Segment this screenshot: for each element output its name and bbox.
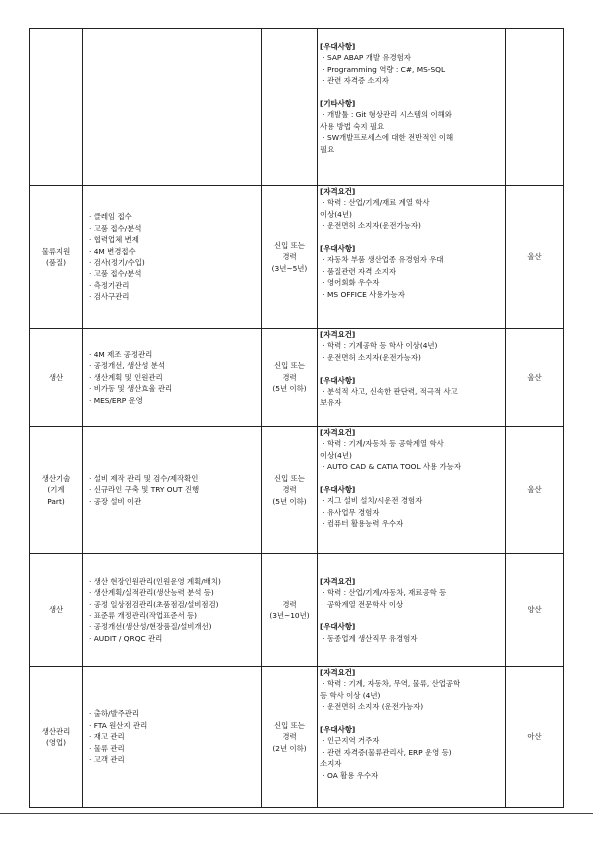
career-cell: 신입 또는 경력 (5년 이하) xyxy=(262,427,318,554)
requirement-line: [우대사항] xyxy=(320,725,356,735)
duty-item: · 신규라인 구축 및 TRY OUT 진행 xyxy=(89,485,200,495)
blank-line xyxy=(320,713,505,724)
duty-item: · MES/ERP 운영 xyxy=(89,395,143,405)
duty-item: · 고객 관리 xyxy=(89,755,125,765)
requirements-cell xyxy=(318,186,506,329)
duty-item: · 측정기관리 xyxy=(89,280,130,290)
requirement-line: · 컴퓨터 활용능력 우수자 xyxy=(320,519,404,529)
field-cell: 생산 xyxy=(30,329,83,427)
location-cell: 울산 xyxy=(506,329,564,427)
requirement-line: [우대사항] xyxy=(320,375,356,385)
requirement-line: [자격요건] xyxy=(320,668,356,677)
requirement-line: · 유사업무 경험자 xyxy=(320,507,380,517)
field-cell: 생산관리 (영업) xyxy=(30,667,83,808)
duty-item: · 공정개선, 생산성 분석 xyxy=(89,361,166,371)
requirement-line: · 동종업계 생산직무 유경험자 xyxy=(320,633,418,643)
requirement-line: [자격요건] xyxy=(320,428,356,437)
requirement-line: 이상(4년) xyxy=(320,450,352,460)
duty-item: · 검사구관리 xyxy=(89,292,130,302)
field-cell: 물류지원 (품질) xyxy=(30,186,83,329)
duty-item: · 생산계획 및 인원관리 xyxy=(89,372,163,382)
career-cell: 신입 또는 경력 (5년 이하) xyxy=(262,329,318,427)
requirement-line: · 학력 : 기계/자동차 등 공학계열 학사 xyxy=(320,439,444,449)
requirement-line: · 관련 자격증 소지자 xyxy=(320,76,389,86)
requirement-line: · MS OFFICE 사용가능자 xyxy=(320,289,405,299)
duty-item: · 공장 설비 이관 xyxy=(89,496,142,506)
requirement-line: · AUTO CAD & CATIA TOOL 사용 가능자 xyxy=(320,462,461,472)
requirement-line: 이상(4년) xyxy=(320,209,352,219)
duties-cell xyxy=(83,29,262,186)
table-row xyxy=(30,29,564,186)
table-body xyxy=(30,29,564,808)
career-cell xyxy=(262,29,318,186)
career-cell: 경력 (3년~10년) xyxy=(262,554,318,667)
table-row xyxy=(30,554,564,667)
career-cell: 신입 또는 경력 (2년 이하) xyxy=(262,667,318,808)
career-cell: 신입 또는 경력 (3년~5년) xyxy=(262,186,318,329)
duties-cell xyxy=(83,427,262,554)
requirement-line: · 운전면허 소지자(운전가능자) xyxy=(320,221,421,231)
location-cell: 아산 xyxy=(506,667,564,808)
duty-item: · 공정 일상점검관리(초품점검/설비점검) xyxy=(89,599,219,609)
requirement-line: [우대사항] xyxy=(320,485,356,495)
requirement-line: · 운전면허 소지자(운전가능자) xyxy=(320,352,421,362)
table-row xyxy=(30,667,564,808)
duty-item: · FTA 원산지 관리 xyxy=(89,720,148,730)
requirement-line: · 학력 : 기계공학 등 학사 이상(4년) xyxy=(320,341,438,351)
requirement-line: 보유자 xyxy=(320,398,342,408)
requirement-line: [기타사항] xyxy=(320,99,356,109)
duty-item: · 표준류 개정관리(작업표준서 등) xyxy=(89,611,197,620)
duty-item: · 공정개선(생산성/현장품질/설비개선) xyxy=(89,622,212,632)
blank-line xyxy=(320,363,505,374)
duties-cell xyxy=(83,329,262,427)
duty-item: · 생산계획/실적관리(생산능력 분석 등) xyxy=(89,588,214,598)
requirements-cell xyxy=(318,554,506,667)
duties-cell xyxy=(83,554,262,667)
requirement-line: [우대사항] xyxy=(320,42,356,51)
page-bottom-rule xyxy=(0,813,593,814)
location-cell: 울산 xyxy=(506,427,564,554)
requirement-line: [우대사항] xyxy=(320,622,356,632)
requirement-line: · 영어회화 우수자 xyxy=(320,278,380,288)
requirement-line: · 학력 : 산업/기계/재료 계열 학사 xyxy=(320,198,430,208)
duty-item: · 협력업체 변제 xyxy=(89,235,139,245)
requirement-line: [자격요건] xyxy=(320,576,356,586)
location-cell xyxy=(506,29,564,186)
duty-item: · 비가동 및 생산효율 관리 xyxy=(89,384,173,394)
requirement-line: · 관련 자격증(물류관리사, ERP 운영 등) xyxy=(320,747,452,757)
requirement-line: · Programming 역량 : C#, MS-SQL xyxy=(320,64,446,74)
requirement-line: · SAP ABAP 개발 유경험자 xyxy=(320,53,411,63)
requirement-line: · 학력 : 기계, 자동차, 무역, 물류, 산업공학 xyxy=(320,679,461,689)
table-row xyxy=(30,186,564,329)
requirement-line: 등 학사 이상 (4년) xyxy=(320,690,381,700)
requirement-line: · 인근지역 거주자 xyxy=(320,736,380,746)
requirement-line: · 개발툴 : Git 형상관리 시스템의 이해와 xyxy=(320,110,452,120)
requirement-line: · OA 활용 우수자 xyxy=(320,770,379,780)
duty-item: · 재고 관리 xyxy=(89,732,125,742)
requirement-line: [우대사항] xyxy=(320,244,356,254)
requirement-line: 공학계열 전문학사 이상 xyxy=(320,599,404,609)
field-cell: 생산 xyxy=(30,554,83,667)
requirement-line: [자격요건] xyxy=(320,330,356,339)
blank-line xyxy=(320,610,505,621)
requirement-line: · 분석적 사고, 신속한 판단력, 적극적 사고 xyxy=(320,387,458,397)
requirements-cell xyxy=(318,667,506,808)
requirement-line: · 운전면허 소지자 (운전가능자) xyxy=(320,702,424,712)
duty-item: · 물류 관리 xyxy=(89,743,125,753)
table-row xyxy=(30,329,564,427)
requirement-line: [자격요건] xyxy=(320,187,356,196)
field-cell xyxy=(30,29,83,186)
requirements-cell xyxy=(318,427,506,554)
requirement-line: · 품질관련 자격 소지자 xyxy=(320,266,397,276)
blank-line xyxy=(320,473,505,484)
duty-item: · 4M 제조 공정관리 xyxy=(89,349,153,359)
table-row xyxy=(30,427,564,554)
requirements-cell xyxy=(318,29,506,186)
requirement-line: · 학력 : 산업/기계/자동차, 재료공학 등 xyxy=(320,588,447,598)
duty-item: · 설비 제작 관리 및 검수/제작확인 xyxy=(89,473,199,483)
blank-line xyxy=(320,87,505,98)
requirement-line: · 지그 설비 설치/시운전 경험자 xyxy=(320,496,423,506)
duties-cell xyxy=(83,667,262,808)
blank-line xyxy=(320,232,505,243)
duties-cell xyxy=(83,186,262,329)
duty-item: · 생산 현장인원관리(인원운영 계획/배치) xyxy=(89,576,221,586)
location-cell: 양산 xyxy=(506,554,564,667)
requirement-line: · SW개발프로세스에 대한 전반적인 이해 xyxy=(320,133,454,143)
location-cell: 울산 xyxy=(506,186,564,329)
job-posting-table xyxy=(29,28,564,808)
requirement-line: 소지자 xyxy=(320,759,342,769)
duty-item: · 클레임 접수 xyxy=(89,212,132,222)
duty-item: · 검사(정기/수입) xyxy=(89,258,145,267)
duty-item: · 고품 접수/분석 xyxy=(89,223,142,233)
requirement-line: 필요 xyxy=(320,144,335,154)
duty-item: · AUDIT / QRQC 관리 xyxy=(89,633,163,643)
duty-item: · 4M 변경접수 xyxy=(89,246,136,256)
field-cell: 생산기술 (기계 Part) xyxy=(30,427,83,554)
duty-item: · 고품 접수/분석 xyxy=(89,269,142,279)
requirement-line: · 자동차 부품 생산업종 유경험자 우대 xyxy=(320,255,444,265)
requirement-line: 사용 방법 숙지 필요 xyxy=(320,121,385,131)
duty-item: · 출하/발주관리 xyxy=(89,709,140,719)
requirements-cell xyxy=(318,329,506,427)
